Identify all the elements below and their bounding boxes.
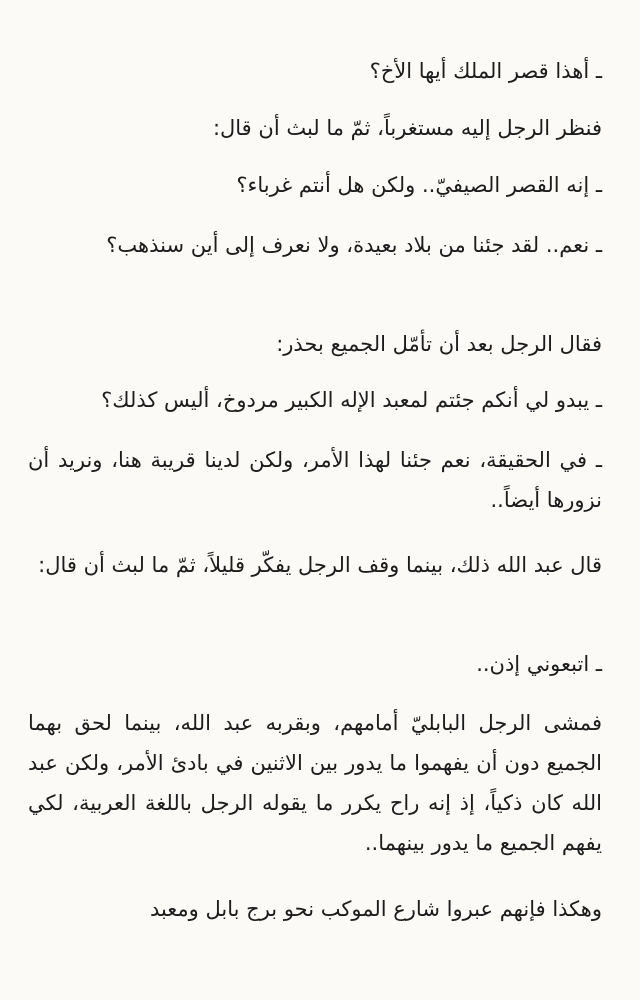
narration-paragraph: فقال الرجل بعد أن تأمّل الجميع بحذر: bbox=[276, 332, 602, 356]
dialogue-line: ـ في الحقيقة، نعم جئنا لهذا الأمر، ولكن لدينا قريبة هنا، ونريد أن نزورها أيضاً.. bbox=[28, 448, 602, 512]
narration-paragraph: فنظر الرجل إليه مستغرباً، ثمّ ما لبث أن قال: bbox=[212, 116, 602, 140]
dialogue-line: ـ أهذا قصر الملك أيها الأخ؟ bbox=[369, 59, 602, 83]
dialogue-line: ـ يبدو لي أنكم جئتم لمعبد الإله الكبير مردوخ، أليس كذلك؟ bbox=[101, 388, 602, 412]
dialogue-line: ـ نعم.. لقد جئنا من بلاد بعيدة، ولا نعرف إلى أين سنذهب؟ bbox=[106, 233, 602, 257]
narration-paragraph: قال عبد الله ذلك، بينما وقف الرجل يفكّر قليلاً، ثمّ ما لبث أن قال: bbox=[38, 553, 602, 577]
narration-paragraph: فمشى الرجل البابليّ أمامهم، وبقربه عبد الله، بينما لحق بهما الجميع دون أن يفهموا ما يدور بين الاثنين في بادئ الأمر، ولكن عبد الله كان ذكياً، إذ إنه راح يكرر ما يقوله الرجل باللغة العربية، لكي يفهم الجميع ما يدور بينهما.. bbox=[28, 711, 602, 855]
dialogue-line: ـ اتبعوني إذن.. bbox=[476, 652, 602, 676]
dialogue-line: ـ إنه القصر الصيفيّ.. ولكن هل أنتم غرباء؟ bbox=[236, 173, 602, 197]
narration-paragraph: وهكذا فإنهم عبروا شارع الموكب نحو برج بابل ومعبد bbox=[149, 897, 602, 921]
